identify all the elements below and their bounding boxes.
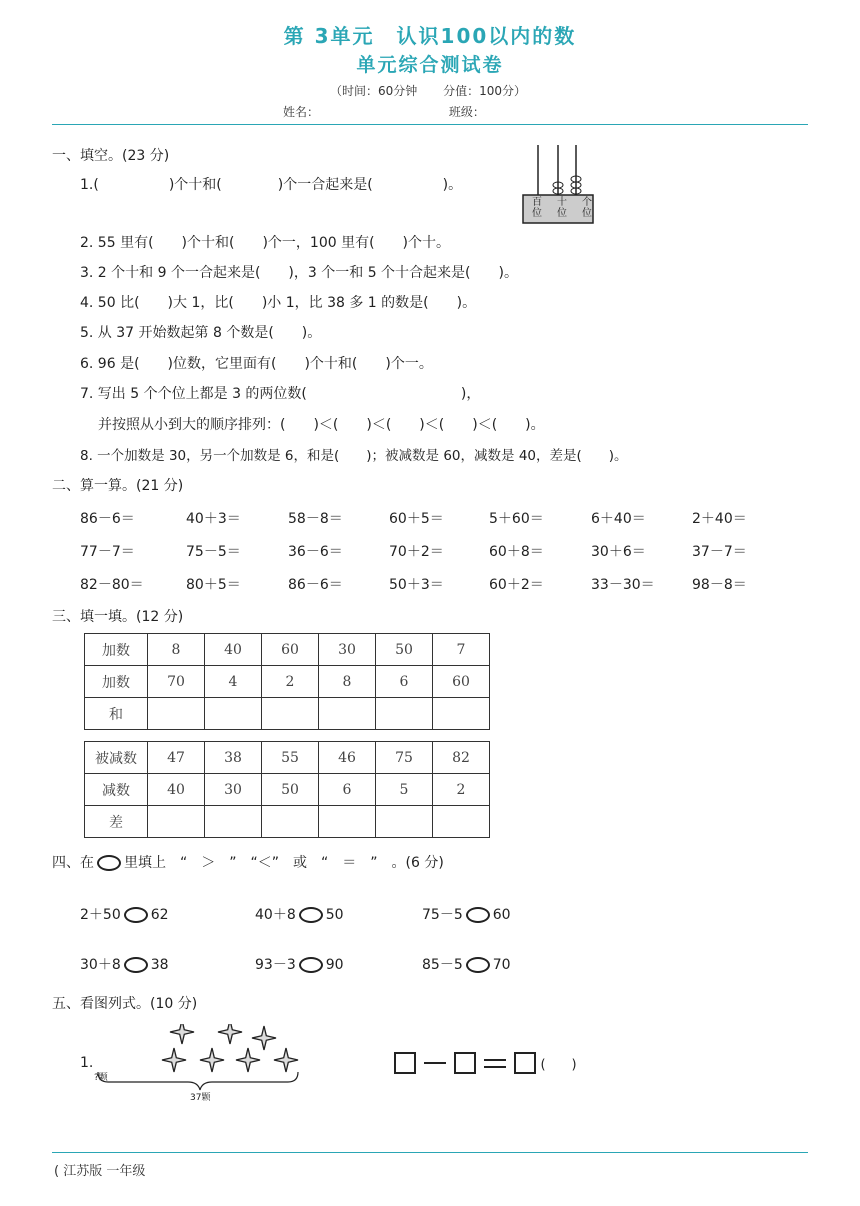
header-divider: [52, 124, 808, 125]
table-cell: 6: [376, 666, 433, 698]
table-cell: 30: [205, 774, 262, 806]
row-label: 和: [85, 698, 148, 730]
compare-left: 30＋8: [80, 957, 121, 973]
compare-oval[interactable]: [124, 907, 148, 923]
time-limit: （时间：60分钟: [330, 84, 418, 98]
q1-8: 8. 一个加数是 30，另一个加数是 6，和是( )；被减数是 60，减数是 40，差是( )。: [80, 448, 628, 464]
compare-left: 40＋8: [255, 907, 296, 923]
table-row: [85, 634, 490, 666]
star-icon: [200, 1048, 224, 1072]
abacus-labels: [532, 197, 592, 219]
table-cell: 60: [433, 666, 490, 698]
compare-right: 60: [492, 907, 511, 923]
unit-paren: ( ): [540, 1057, 577, 1073]
compare-item: [80, 954, 169, 974]
calc-problem: 86－6＝: [288, 577, 343, 593]
section4-heading: [52, 852, 444, 872]
compare-item: [255, 904, 344, 924]
table-cell: 70: [148, 666, 205, 698]
table-cell: 8: [319, 666, 376, 698]
calc-problem: 33－30＝: [591, 577, 655, 593]
answer-box[interactable]: [394, 1052, 416, 1074]
compare-left: 2＋50: [80, 907, 121, 923]
abacus-label-ones: 个位: [582, 197, 592, 219]
star-icon: [218, 1024, 242, 1044]
answer-cell[interactable]: [319, 806, 376, 838]
section4-heading-prefix: 四、在: [52, 855, 94, 871]
table-cell: 38: [205, 742, 262, 774]
abacus-label-hundreds: 百位: [532, 197, 542, 219]
answer-cell[interactable]: [148, 698, 205, 730]
total-brace: [98, 1072, 298, 1090]
section2-heading: 二、算一算。(21 分): [52, 478, 184, 494]
section3-heading: 三、填一填。(12 分): [52, 609, 184, 625]
table-cell: 6: [319, 774, 376, 806]
star-icon: [274, 1048, 298, 1072]
table-row: [85, 742, 490, 774]
q1-2: 2. 55 里有( )个十和( )个一，100 里有( )个十。: [80, 235, 451, 251]
table-row: [85, 698, 490, 730]
page-subtitle: 单元综合测试卷: [356, 54, 504, 76]
row-label: 加数: [85, 634, 148, 666]
compare-item: [422, 904, 511, 924]
footer-edition: ( 江苏版 一年级: [54, 1164, 146, 1179]
table-cell: 82: [433, 742, 490, 774]
table-cell: 2: [262, 666, 319, 698]
q1-1: 1.( )个十和( )个一合起来是( )。: [80, 177, 463, 193]
answer-box[interactable]: [454, 1052, 476, 1074]
answer-cell[interactable]: [262, 806, 319, 838]
q1-7b: 并按照从小到大的顺序排列：( )＜( )＜( )＜( )＜( )。: [98, 417, 545, 433]
calc-problem: 6＋40＝: [591, 511, 646, 527]
calc-problem: 60＋5＝: [389, 511, 444, 527]
calc-problem: 77－7＝: [80, 544, 135, 560]
q1-6: 6. 96 是( )位数，它里面有( )个十和( )个一。: [80, 356, 433, 372]
table-cell: 40: [205, 634, 262, 666]
compare-oval[interactable]: [124, 957, 148, 973]
calc-problem: 58－8＝: [288, 511, 343, 527]
answer-cell[interactable]: [433, 806, 490, 838]
table-cell: 7: [433, 634, 490, 666]
answer-cell[interactable]: [148, 806, 205, 838]
table-cell: 60: [262, 634, 319, 666]
calc-problem: 60＋8＝: [489, 544, 544, 560]
footer-divider: [52, 1152, 808, 1153]
calc-problem: 60＋2＝: [489, 577, 544, 593]
q1-7a: 7. 写出 5 个个位上都是 3 的两位数( )，: [80, 386, 481, 402]
answer-cell[interactable]: [262, 698, 319, 730]
calc-problem: 2＋40＝: [692, 511, 747, 527]
student-fields: [283, 103, 611, 120]
table-row: [85, 774, 490, 806]
row-label: 加数: [85, 666, 148, 698]
calc-problem: 98－8＝: [692, 577, 747, 593]
answer-cell[interactable]: [205, 806, 262, 838]
row-label: 被减数: [85, 742, 148, 774]
table-cell: 50: [262, 774, 319, 806]
compare-right: 90: [325, 957, 344, 973]
answer-box[interactable]: [514, 1052, 536, 1074]
calc-problem: 40＋3＝: [186, 511, 241, 527]
equation-answer: [394, 1052, 577, 1074]
section1-heading: 一、填空。(23 分): [52, 148, 170, 164]
calc-problem: 80＋5＝: [186, 577, 241, 593]
calc-problem: 75－5＝: [186, 544, 241, 560]
table-cell: 4: [205, 666, 262, 698]
calc-problem: 82－80＝: [80, 577, 144, 593]
calc-problem: 36－6＝: [288, 544, 343, 560]
table-cell: 8: [148, 634, 205, 666]
compare-item: [80, 904, 169, 924]
stars-group: [162, 1024, 298, 1072]
compare-oval[interactable]: [466, 957, 490, 973]
table-cell: 50: [376, 634, 433, 666]
table-cell: 30: [319, 634, 376, 666]
compare-right: 38: [150, 957, 169, 973]
addition-table: [84, 633, 490, 730]
calc-problem: 50＋3＝: [389, 577, 444, 593]
table-cell: 47: [148, 742, 205, 774]
table-row: [85, 806, 490, 838]
calc-problem: 70＋2＝: [389, 544, 444, 560]
compare-right: 62: [150, 907, 169, 923]
answer-cell[interactable]: [376, 698, 433, 730]
table-cell: 55: [262, 742, 319, 774]
table-cell: 75: [376, 742, 433, 774]
table-cell: 40: [148, 774, 205, 806]
q5-1-number: 1.: [80, 1055, 94, 1071]
table-row: [85, 666, 490, 698]
answer-cell[interactable]: [376, 806, 433, 838]
compare-oval[interactable]: [466, 907, 490, 923]
compare-item: [255, 954, 344, 974]
compare-right: 50: [325, 907, 344, 923]
star-icon: [162, 1048, 186, 1072]
compare-item: [422, 954, 511, 974]
unknown-count-label: ?颗: [94, 1073, 108, 1083]
q1-3: 3. 2 个十和 9 个一合起来是( )，3 个一和 5 个十合起来是( )。: [80, 265, 518, 281]
minus-sign: [424, 1062, 446, 1064]
compare-oval[interactable]: [299, 957, 323, 973]
abacus-label-tens: 十位: [557, 197, 567, 219]
calc-problem: 37－7＝: [692, 544, 747, 560]
table-cell: 46: [319, 742, 376, 774]
name-field[interactable]: 姓名：: [283, 105, 320, 119]
page-title: 第 3单元 认识100以内的数: [283, 24, 577, 48]
answer-cell[interactable]: [205, 698, 262, 730]
exam-meta: [330, 82, 548, 99]
compare-left: 75－5: [422, 907, 463, 923]
total-count-label: 37颗: [190, 1093, 211, 1103]
q1-4: 4. 50 比( )大 1，比( )小 1，比 38 多 1 的数是( )。: [80, 295, 477, 311]
calc-problem: 5＋60＝: [489, 511, 544, 527]
class-field[interactable]: 班级：: [448, 105, 485, 119]
score-total: 分值：100分）: [443, 84, 527, 98]
oval-icon: [97, 855, 121, 871]
star-icon: [252, 1026, 276, 1050]
compare-left: 93－3: [255, 957, 296, 973]
equals-sign: [484, 1058, 506, 1068]
answer-cell[interactable]: [433, 698, 490, 730]
table-cell: 2: [433, 774, 490, 806]
row-label: 减数: [85, 774, 148, 806]
calc-problem: 86－6＝: [80, 511, 135, 527]
compare-oval[interactable]: [299, 907, 323, 923]
answer-cell[interactable]: [319, 698, 376, 730]
compare-right: 70: [492, 957, 511, 973]
subtraction-table: [84, 741, 490, 838]
q1-5: 5. 从 37 开始数起第 8 个数是( )。: [80, 325, 322, 341]
star-icon: [236, 1048, 260, 1072]
section5-heading: 五、看图列式。(10 分): [52, 996, 198, 1012]
row-label: 差: [85, 806, 148, 838]
table-cell: 5: [376, 774, 433, 806]
star-icon: [170, 1024, 194, 1044]
calc-problem: 30＋6＝: [591, 544, 646, 560]
section4-heading-suffix: 里填上 “ ＞ ” “＜” 或 “ ＝ ” 。(6 分): [124, 855, 444, 871]
compare-left: 85－5: [422, 957, 463, 973]
